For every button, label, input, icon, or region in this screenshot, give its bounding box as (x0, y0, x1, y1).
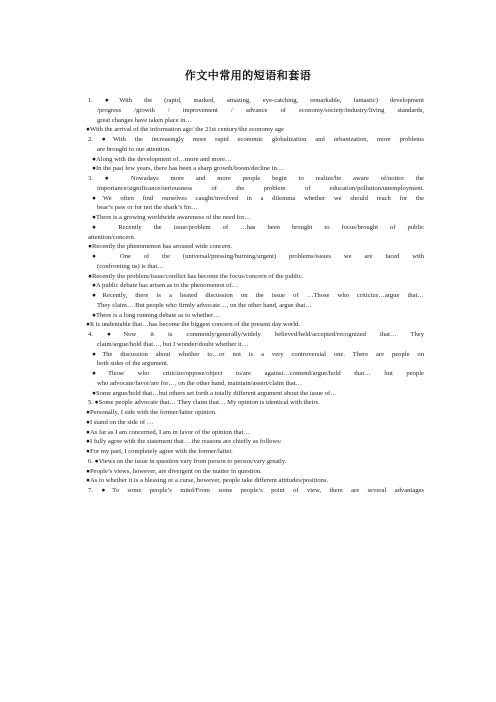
text-line: bear’s paw or for not the shark’s fin… (97, 204, 198, 212)
text-line: ●A public debate has arisen as to the phenomenon of… (92, 282, 239, 290)
text-line: 2. ●With the increasingly more rapid economic globalization and urbanization, more problems (88, 136, 424, 143)
text-line: ●Recently the phenomenon has aroused wide concern. (88, 243, 233, 251)
text-line: ●I stand on the side of … (86, 418, 154, 426)
text-line: ●In the past few years, there has been a sharp growth/boom/decline in… (92, 165, 284, 173)
text-line: 1. ●With the (rapid, marked, amazing, eye-catching, remarkable, fantastic) development (88, 97, 424, 104)
text-line: importance/significance/seriousness of the problem of education/pollution/unemployment. (97, 184, 424, 192)
text-line: ●People’s views, however, are divergent on the matter in question. (86, 467, 262, 475)
text-line: ●There is a growing worldwide awareness of the need for… (92, 214, 252, 221)
text-line: ●Those who criticize/oppose/object to/are against…contend/argue/hold that… but people (92, 370, 424, 377)
text-line: ● Recently the issue/problem of …has been brought to focus/brought of public (92, 223, 424, 231)
text-line: 4. ●Now it is commonly/generally/widely believed/held/accepted/recognized that… They (88, 331, 424, 338)
text-line: ●For my part, I completely agree with the former/latter. (86, 448, 233, 455)
text-line: ●Recently the problem/issue/conflict has become the focus/concern of the public. (88, 272, 304, 280)
text-line: /progress /growth / improvement / advance of economy/society/industry/living standards, (97, 106, 424, 114)
text-line: ●Along with the development of…more and more… (92, 155, 232, 163)
text-line: They claim… But people who firmly advocate…, on the other hand, argue that… (97, 301, 312, 309)
text-line: great changes have taken place in… (97, 116, 193, 124)
text-line: ●As far as I am concerned, I am in favor of the opinion that… (86, 428, 251, 436)
text-line: claim/argue/hold that…, but I wonder/doubt whether it… (97, 340, 249, 348)
text-line: ●Recently, there is a heated discussion on the issue of …Those who criticize…argue that… (92, 292, 424, 299)
document-title: 作文中常用的短语和套语 (184, 69, 312, 82)
text-line: 3. ● Nowadays more and more people begin to realize/be aware of/notice the (88, 175, 424, 182)
text-line: (confronting us) is that… (97, 262, 164, 270)
text-line: who advocate/favor/are for…, on the other hand, maintain/assert/claim that… (97, 379, 303, 387)
text-line: 6. ●Views on the issue in question vary from person to person/vary greatly. (88, 457, 287, 465)
text-line: both sides of the argument. (97, 360, 169, 368)
text-line: ●We often find ourselves caught/involved in a dilemma whether we should reach for the (92, 194, 424, 202)
text-line: are brought to our attention. (97, 145, 171, 153)
text-line: 7. ●To some people’s mind/From some people’s point of view, there are several advantages (88, 487, 424, 494)
text-line: ●It is undeniable that…has become the biggest concern of the present day world. (86, 321, 301, 329)
text-line: ●The discussion about whether to…or not is a very controversial one. There are people on (92, 350, 424, 358)
text-line: ● One of the (universal/pressing/burning/urgent) problems/issues we are faced with (92, 253, 424, 260)
text-line: 5. ●Some people advocate that… They claim that… My opinion is identical with theirs. (88, 399, 320, 407)
text-line: ●Some argue/hold that…but others set forth a totally different argument about the issue of… (92, 389, 337, 397)
text-line: attention/concern. (88, 233, 136, 241)
text-line: ●Personally, I side with the former/latter opinion. (86, 409, 217, 416)
text-line: ●With the arrival of the information age/ the 21st century/the economy age (86, 126, 284, 134)
text-line: ●There is a long running debate as to whether… (92, 311, 220, 319)
text-line: ●I fully agree with the statement that… the reasons are chiefly as follows: (86, 438, 282, 446)
text-line: ●As to whether it is a blessing or a curse, however, people take different attitudes/positions. (86, 477, 329, 485)
